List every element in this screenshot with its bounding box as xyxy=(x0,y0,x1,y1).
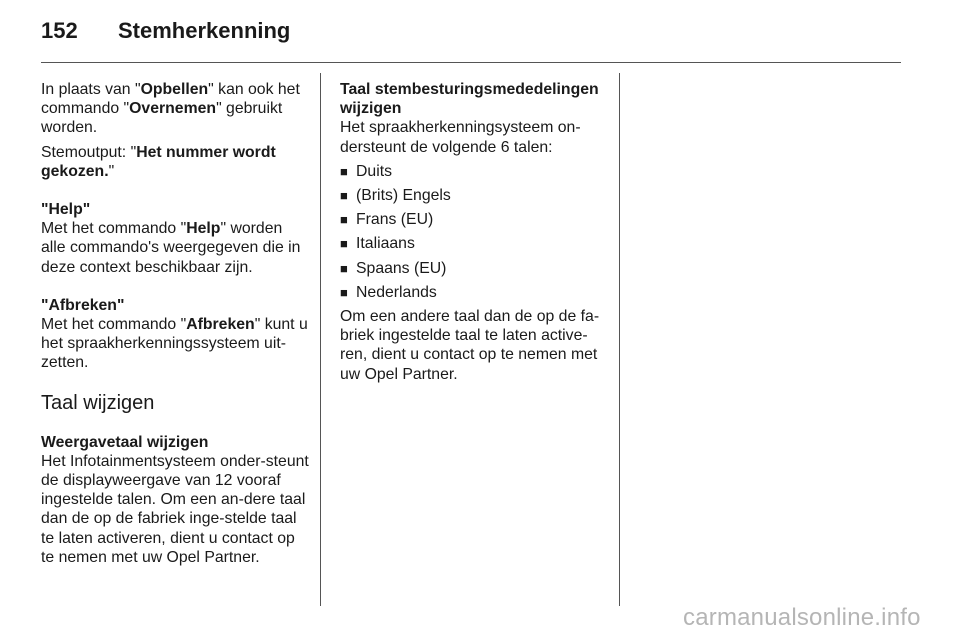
text: In plaats van " xyxy=(41,81,141,98)
text: " xyxy=(108,162,115,180)
text: Stemoutput: " xyxy=(41,143,137,161)
column-divider-left xyxy=(320,73,321,606)
list-item: ■ (Brits) Engels xyxy=(340,186,612,205)
voice-language-outro: Om een andere taal dan de op de fa-briek ingestelde taal te laten active-ren, dient u contact op te nemen met uw Opel Partner. xyxy=(340,308,600,383)
help-paragraph xyxy=(41,219,311,277)
list-item: ■ Duits xyxy=(340,162,612,181)
heading-text: Taal stembesturingsmededelingen wijzigen xyxy=(340,81,599,118)
voice-output-phrase: Het nummer wordt gekozen. xyxy=(41,143,276,180)
list-item: ■ Nederlands xyxy=(340,283,612,302)
command-keyword: Help xyxy=(186,220,221,238)
heading-text: "Help" xyxy=(41,201,91,219)
command-keyword: Opbellen xyxy=(140,81,209,98)
help-heading xyxy=(41,200,311,219)
section-title: Taal wijzigen xyxy=(41,391,155,414)
text: Met het commando " xyxy=(41,316,187,334)
language-list xyxy=(340,162,612,302)
paragraph-alternative-command xyxy=(41,80,311,138)
voice-language-intro: Het spraakherkenningsysteem on-dersteunt de volgende 6 talen: xyxy=(340,119,581,156)
abort-heading xyxy=(41,296,311,315)
abort-paragraph xyxy=(41,315,311,373)
page-title: Stemherkenning xyxy=(118,18,291,43)
display-language-heading xyxy=(41,433,311,452)
heading-text: Weergavetaal wijzigen xyxy=(41,433,209,451)
command-keyword: Overnemen xyxy=(129,100,217,118)
text: Met het commando " xyxy=(41,220,187,238)
command-keyword: Afbreken xyxy=(186,316,255,334)
voice-language-heading xyxy=(340,80,612,118)
column-middle xyxy=(340,80,612,384)
text: " kan ook het commando " xyxy=(41,81,300,118)
text: " kunt u het spraakherkenningssysteem uit-zetten. xyxy=(41,316,308,372)
display-language-paragraph: Het Infotainmentsysteem onder-steunt de displayweergave van 12 vooraf ingestelde talen. Om een an-dere taal dan de op de fabriek inge-stelde taal te laten activeren, dient u contact op te nemen met uw Opel Partner. xyxy=(41,452,309,566)
page-number: 152 xyxy=(41,18,78,43)
paragraph-voice-output xyxy=(41,143,311,181)
list-item: ■ Italiaans xyxy=(340,234,612,253)
column-left xyxy=(41,80,311,567)
header-rule xyxy=(41,62,901,63)
page-header xyxy=(41,18,901,64)
list-item: ■ Spaans (EU) xyxy=(340,259,612,278)
text: " gebruikt worden. xyxy=(41,100,283,137)
heading-text: "Afbreken" xyxy=(41,296,125,314)
column-divider-right xyxy=(619,73,620,606)
list-item: ■ Frans (EU) xyxy=(340,210,612,229)
text: " worden alle commando's weergegeven die in deze context beschikbaar zijn. xyxy=(41,220,301,276)
watermark: carmanualsonline.info xyxy=(683,604,921,631)
